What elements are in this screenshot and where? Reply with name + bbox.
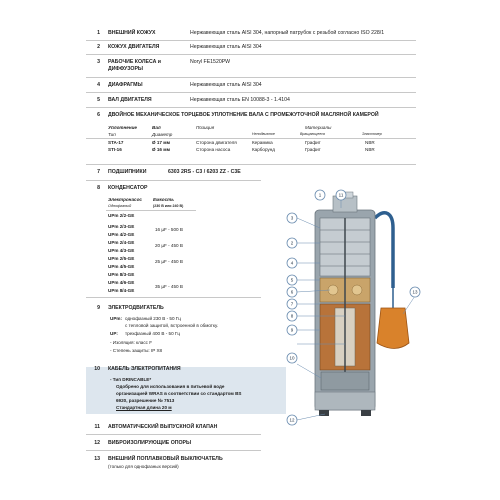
seal-cell: STA-17 [108,140,124,145]
row-value: Нержавеющая сталь AISI 304, напорный патрубок с резьбой согласно ISO 228/1 [190,30,385,36]
motor-text: с тепловой защитой, встроенной в обмотку. [125,323,219,328]
row-name: АВТОМАТИЧЕСКИЙ ВЫПУСКНОЙ КЛАПАН [108,424,218,430]
svg-text:8: 8 [290,313,294,319]
row-name-line2: ДИФФУЗОРЫ [108,66,143,72]
seal-cell: Керамика [252,140,273,145]
svg-text:11: 11 [338,192,344,198]
divider [106,210,196,211]
cable-text: организацией WRAS в соответствии со стандартом BS [116,391,242,396]
cap-value: 16 µF - 500 В [155,227,183,232]
cap-sub-voltage: (230 В или 240 В) [153,204,184,208]
callout-3 [287,213,297,223]
seal-header-position: Позиция [196,125,215,130]
callout-7 [287,299,297,309]
motor-text: однофазный 230 В - 50 Гц [125,316,181,321]
row-number: 4 [97,82,100,88]
seal-cell: STI-16 [108,147,122,152]
seal-cell: Сторона двигателя [196,140,237,145]
divider [86,138,416,139]
callout-6 [287,287,297,297]
cable-text: Одобрено для использования в питьевой воде [116,384,225,389]
vibration-foot [361,410,371,416]
svg-text:3: 3 [290,215,294,221]
svg-text:13: 13 [412,289,418,295]
callout-1 [315,190,325,200]
row-number: 8 [97,185,100,191]
cap-model: UPm 8/4-GE [108,288,135,293]
row-number: 7 [97,169,100,175]
cap-model: UPm 8/3-GE [108,272,135,277]
motor-text: - Изоляция: класс F [110,340,152,345]
cap-model: UPm 2/5-GE [108,256,135,261]
row-value: Noryl FE1520PW [190,59,231,65]
motor-text: - Степень защиты: IP X8 [110,348,163,353]
cap-value: 35 µF - 450 В [155,284,183,289]
divider [86,107,416,108]
pump-base [315,392,375,410]
row-13-note: (только для однофазных версий) [108,464,179,469]
divider [86,180,261,181]
cap-model: UPm 4/5-GE [108,264,135,269]
seal-cell: Ø 16 мм [152,147,171,152]
divider [86,450,261,451]
row-number: 13 [94,456,100,462]
row-number: 5 [97,97,100,103]
cap-model: UPm 4/6-GE [108,280,135,285]
callout-12 [287,415,297,425]
cap-sub-phase: Однофазный [108,204,132,208]
row-value: 6303 2RS - C3 / 6203 ZZ - C3E [168,169,241,175]
callout-11 [336,190,346,200]
row-name: ВАЛ ДВИГАТЕЛЯ [108,97,152,103]
seal-sub-fixed: Неподвижное [252,132,275,136]
cap-model: UPm 2/3-GE [108,224,135,229]
cap-value: 20 µF - 450 В [155,243,183,248]
svg-text:2: 2 [290,240,294,246]
row-number: 11 [94,424,100,430]
row-value: Нержавеющая сталь EN 10088-3 - 1.4104 [190,97,290,103]
seal-header-materials: Материалы [305,125,332,130]
callout-5 [287,275,297,285]
row-name: ВНЕШНИЙ КОЖУХ [108,30,156,36]
seal-sub-type: Тип [108,132,116,137]
cap-model: UPm 2/4-GE [108,240,135,245]
cap-header-capacity: Емкость [153,197,174,202]
svg-text:12: 12 [289,417,295,423]
cap-header-pump: Электронасос [108,197,142,202]
motor-label-up: UP: [110,331,118,336]
row-number: 12 [94,440,100,446]
seal-cell: Карборунд [252,147,275,152]
cable-text: - Тип DRINCABLE* [110,377,152,382]
row-name: РАБОЧИЕ КОЛЕСА и [108,59,161,65]
callout-2 [287,238,297,248]
seal-sub-elast: Эластомер [362,132,382,136]
motor-text: трехфазный 400 В - 50 Гц [125,331,181,336]
svg-text:4: 4 [290,260,294,266]
cable-text: 6920, разрешение № 7513 [116,398,175,403]
capacitor-block [321,372,369,390]
cap-value: 25 µF - 450 В [155,259,183,264]
svg-text:7: 7 [290,301,294,307]
cap-model: UPm 4/3-GE [108,248,135,253]
divider [86,92,416,93]
row-name: ВИБРОИЗОЛИРУЮЩИЕ ОПОРЫ [108,440,192,446]
row-name: КОНДЕНСАТОР [108,185,148,191]
callout-13 [410,287,420,297]
callout-4 [287,258,297,268]
seal-cell: Ø 17 мм [152,140,171,145]
callout-10 [287,353,297,363]
seal-header-seal: Уплотнение [108,125,137,130]
row-name: ВНЕШНИЙ ПОПЛАВКОВЫЙ ВЫКЛЮЧАТЕЛЬ [108,456,223,462]
divider [86,434,261,435]
row-name: ЭЛЕКТРОДВИГАТЕЛЬ [108,305,164,311]
row-number: 3 [97,59,100,65]
seal-sub-dia: Диаметр [152,132,173,137]
power-cable [375,213,393,288]
svg-text:10: 10 [289,355,295,361]
row-number: 10 [94,366,100,372]
row-value: Нержавеющая сталь AISI 304 [190,44,262,50]
row-number: 9 [97,305,100,311]
svg-text:6: 6 [290,289,294,295]
float-switch-body [377,308,409,349]
divider [86,54,416,55]
row-name: ДИАФРАГМЫ [108,82,143,88]
row-name: КАБЕЛЬ ЭЛЕКТРОПИТАНИЯ [108,366,181,372]
divider [86,40,416,41]
seal-cell: NBR [365,140,375,145]
svg-text:1: 1 [318,192,322,198]
row-number: 1 [97,30,100,36]
divider [86,297,261,298]
seal-cell: Сторона насоса [196,147,231,152]
cap-model: UPm 2/2-GE [108,213,135,218]
svg-text:9: 9 [290,327,294,333]
svg-text:5: 5 [290,277,294,283]
row-name: ДВОЙНОЕ МЕХАНИЧЕСКОЕ ТОРЦЕВОЕ УПЛОТНЕНИЕ ВАЛА С ПРОМЕЖУТОЧНОЙ МАСЛЯНОЙ КАМЕРОЙ [108,112,379,118]
row-number: 2 [97,44,100,50]
seal-cell: Графит [305,140,321,145]
row-number: 6 [97,112,100,118]
mechanical-seal [352,285,362,295]
seal-header-shaft: Вал [152,125,161,130]
seal-sub-rot: Вращающееся [300,132,325,136]
seal-cell: NBR [365,147,375,152]
callout-8 [287,311,297,321]
row-name: ПОДШИПНИКИ [108,169,147,175]
divider [86,77,416,78]
callout-9 [287,325,297,335]
cap-model: UPm 4/2-GE [108,232,135,237]
row-value: Нержавеющая сталь AISI 304 [190,82,262,88]
seal-cell: Графит [305,147,321,152]
divider [86,164,416,165]
cable-text: Стандартная длина 20 м [116,405,172,410]
row-name: КОЖУХ ДВИГАТЕЛЯ [108,44,160,50]
pump-cutaway-diagram [275,188,425,433]
motor-label-upm: UPm: [110,316,122,321]
